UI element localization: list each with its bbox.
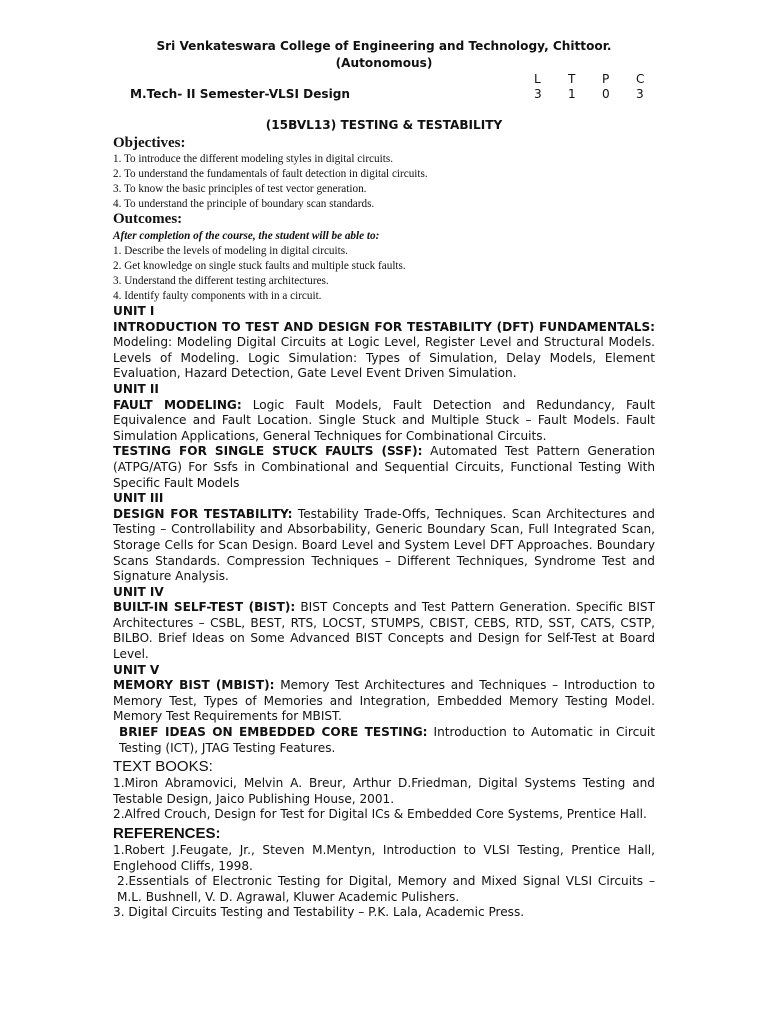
textbook-item: 2.Alfred Crouch, Design for Test for Digital ICs & Embedded Core Systems, Prentice Hall.: [113, 807, 647, 822]
unit-2-text: Logic Fault Models, Fault Detection and Redundancy, Fault Equivalence and Fault Location. Single Stuck and Multiple Stuck – Fault Models. Fault Simulation Applications, General Techniques for Combinational Circuits.: [113, 397, 655, 443]
unit-5-body: [113, 678, 655, 725]
unit-5-heading: MEMORY BIST (MBIST):: [113, 678, 275, 693]
textbook-item: 1.Miron Abramovici, Melvin A. Breur, Arthur D.Friedman, Digital Systems Testing and Testable Design, Jaico Publishing House, 2001.: [113, 776, 655, 806]
unit-2-body: [113, 398, 655, 445]
ltpc-label: P: [602, 72, 610, 86]
reference-item: 1.Robert J.Feugate, Jr., Steven M.Mentyn, Introduction to VLSI Testing, Prentice Hall, Englehood Cliffs, 1998.: [113, 843, 655, 873]
outcomes-list: [113, 244, 673, 304]
unit-2-title: UNIT II: [113, 381, 159, 396]
unit-5b-body: [113, 725, 655, 756]
ltpc-label: C: [636, 72, 645, 86]
unit-5-text: Memory Test Architectures and Techniques – Introduction to Memory Test, Types of Memories and Integration, Embedded Memory Testing Model. Memory Test Requirements for MBIST.: [113, 678, 655, 724]
outcome-item: 3. Understand the different testing architectures.: [113, 275, 329, 287]
outcome-item: 4. Identify faulty components with in a circuit.: [113, 290, 322, 302]
ltpc-labels: [534, 72, 670, 88]
unit-3-text: Testability Trade-Offs, Techniques. Scan Architectures and Testing – Controllability and Absorbability, Generic Boundary Scan, Full Integrated Scan, Storage Cells for Scan Design. Board Level and System Level DFT Approaches. Boundary Scans Standards. Compression Techniques – Different Techniques, Syndrome Test and Signature Analysis.: [113, 506, 655, 584]
outcome-item: 2. Get knowledge on single stuck faults and multiple stuck faults.: [113, 260, 406, 272]
college-name: Sri Venkateswara College of Engineering and Technology, Chittoor.: [156, 39, 612, 53]
unit-1-title: UNIT I: [113, 304, 155, 318]
objective-item: 3. To know the basic principles of test vector generation.: [113, 183, 367, 195]
unit-4-text: BIST Concepts and Test Pattern Generation. Specific BIST Architectures – CSBL, BEST, RTS, LOCST, STUMPS, CBIST, CEBS, RTD, SST, CATS, CSTP, BILBO. Brief Ideas on Some Advanced BIST Concepts and Design for Self-Test at Board Level.: [113, 600, 655, 662]
ltpc-label: T: [568, 72, 576, 86]
reference-item: 3. Digital Circuits Testing and Testability – P.K. Lala, Academic Press.: [113, 905, 525, 920]
autonomous-label: (Autonomous): [335, 56, 433, 70]
unit-2b-heading: TESTING FOR SINGLE STUCK FAULTS (SSF):: [113, 444, 423, 459]
unit-5b-text: Introduction to Automatic in Circuit Testing (ICT), JTAG Testing Features.: [119, 725, 655, 755]
ltpc-value: 3: [636, 87, 644, 101]
ltpc-values: [534, 87, 670, 103]
unit-1-text: Modeling: Modeling Digital Circuits at Logic Level, Register Level and Structural Models. Levels of Modeling. Logic Simulation: Types of Simulation, Delay Models, Element Evaluation, Hazard Detection, Gate Level Event Driven Simulation.: [113, 335, 655, 381]
objective-item: 4. To understand the principle of boundary scan standards.: [113, 198, 375, 210]
unit-2-heading: FAULT MODELING:: [113, 397, 242, 412]
ltpc-value: 1: [568, 87, 576, 101]
program-title: M.Tech- II Semester-VLSI Design: [130, 87, 351, 101]
unit-2b-text: Automated Test Pattern Generation (ATPG/ATG) For Ssfs in Combinational and Sequential Circuits, Functional Testing With Specific Fault Models: [113, 444, 656, 490]
course-title: (15BVL13) TESTING & TESTABILITY: [265, 118, 503, 132]
ltpc-label: L: [534, 72, 541, 86]
objectives-heading: Objectives:: [113, 135, 186, 151]
unit-4-heading: BUILT-IN SELF-TEST (BIST):: [113, 600, 296, 615]
references-heading: REFERENCES:: [113, 825, 221, 842]
unit-1-body: [113, 320, 655, 382]
ltpc-value: 3: [534, 87, 542, 101]
unit-3-body: [113, 507, 655, 585]
unit-4-body: [113, 600, 655, 662]
textbooks-heading: TEXT BOOKS:: [113, 758, 213, 776]
unit-2b-body: [113, 444, 655, 491]
outcomes-heading: Outcomes:: [113, 211, 183, 227]
objectives-list: [113, 152, 673, 212]
objective-item: 2. To understand the fundamentals of fault detection in digital circuits.: [113, 168, 428, 180]
outcome-item: 1. Describe the levels of modeling in digital circuits.: [113, 245, 348, 257]
ltpc-value: 0: [602, 87, 610, 101]
reference-item: 2.Essentials of Electronic Testing for Digital, Memory and Mixed Signal VLSI Circuits –M.L. Bushnell, V. D. Agrawal, Kluwer Academic Pulishers.: [117, 874, 655, 904]
outcomes-intro: After completion of the course, the student will be able to:: [113, 230, 380, 242]
unit-5b-heading: BRIEF IDEAS ON EMBEDDED CORE TESTING:: [119, 725, 428, 740]
unit-3-heading: DESIGN FOR TESTABILITY:: [113, 506, 293, 521]
unit-1-heading: INTRODUCTION TO TEST AND DESIGN FOR TESTABILITY (DFT) FUNDAMENTALS:: [113, 319, 655, 334]
unit-3-title: UNIT III: [113, 491, 164, 506]
unit-4-title: UNIT IV: [113, 584, 164, 599]
objective-item: 1. To introduce the different modeling styles in digital circuits.: [113, 153, 393, 165]
units-section: [113, 304, 655, 921]
unit-5-title: UNIT V: [113, 662, 160, 677]
